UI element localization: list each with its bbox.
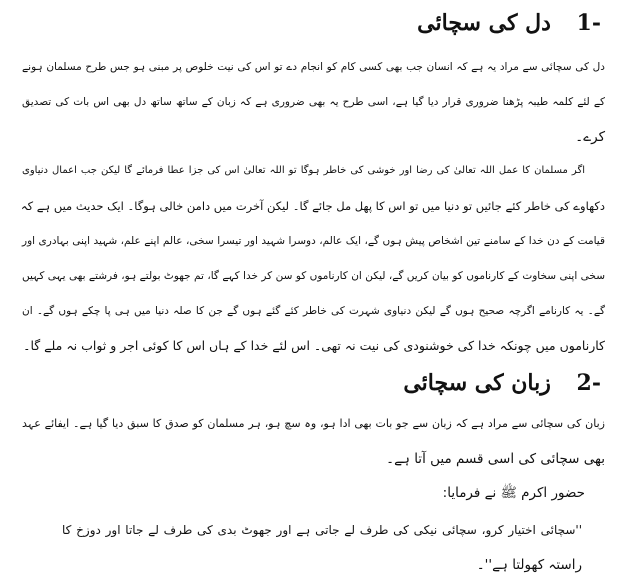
quote-attribution: حضور اکرم ﷺ نے فرمایا:	[442, 485, 585, 501]
body-line: قیامت کے دن خدا کے سامنے تین اشخاص پیش ہوں گے، ایک عالم، دوسرا شہید اور تیسرا سخی، عالم اپنے علم، شہید اپنی بہادری اور	[22, 235, 605, 247]
body-line: دل کی سچائی سے مراد یہ ہے کہ انسان جب بھی کسی کام کو انجام دے تو اس کی نیت خلوص پر مبنی ہو جس طرح مسلمان ہونے	[22, 61, 605, 73]
body-line: دکھاوے کی خاطر کئے جائیں تو دنیا میں تو اس کا پھل مل جائے گا۔ لیکن آخرت میں دامن خالی ہوگا۔ ایک حدیث میں ہے کہ	[20, 199, 605, 213]
section-title: دل کی سچائی	[417, 10, 551, 36]
body-line: سخی اپنی سخاوت کے کارناموں کو بیان کریں گے، لیکن ان کارناموں کو سن کر خدا کہے گا، تم جھوٹ بولتے ہو، فرشتے بھی یہی کہیں	[22, 270, 605, 282]
body-line: بھی سچائی کی اسی قسم میں آتا ہے۔	[386, 451, 605, 467]
section-heading-2	[403, 370, 601, 396]
body-line: کے لئے کلمہ طیبہ پڑھنا ضروری قرار دیا گیا ہے، اسی طرح یہ بھی ضروری ہے کہ زبان کے ساتھ ساتھ دل بھی اس بات کی تصدیق	[22, 96, 605, 108]
body-line: کرے۔	[575, 129, 605, 145]
section-heading-1	[417, 10, 601, 36]
body-line: زبان کی سچائی سے مراد ہے کہ زبان سے جو بات بھی ادا ہو، وہ سچ ہو، ہر مسلمان کو صدق کا سبق دیا گیا ہے۔ ایفائے عہد	[22, 417, 605, 430]
body-line: کارناموں میں چونکہ خدا کی خوشنودی کی نیت نہ تھی۔ اس لئے خدا کے ہاں اس کا کوئی اجر و ثواب نہ ملے گا۔	[23, 338, 605, 353]
section-number: -2	[576, 370, 601, 396]
quote-line: ''سچائی اختیار کرو، سچائی نیکی کی طرف لے جاتی ہے اور جھوٹ بدی کی طرف لے جاتا اور دوزخ کا	[62, 523, 582, 537]
quote-line: راستہ کھولتا ہے''۔	[476, 557, 582, 573]
body-line: گے۔ یہ کارنامے اگرچہ صحیح ہوں گے لیکن دنیاوی شہرت کی خاطر کئے گئے ہوں گے جن کا صلہ دنیا میں ہی پا چکے ہوں گے۔ ان	[22, 305, 605, 317]
body-line: اگر مسلمان کا عمل اللہ تعالیٰ کی رضا اور خوشی کی خاطر ہوگا تو اللہ تعالیٰ اس کی جزا عطا فرمائے گا لیکن جب اعمال دنیاوی	[22, 165, 585, 176]
section-number: -1	[576, 10, 601, 36]
section-title: زبان کی سچائی	[403, 370, 551, 396]
